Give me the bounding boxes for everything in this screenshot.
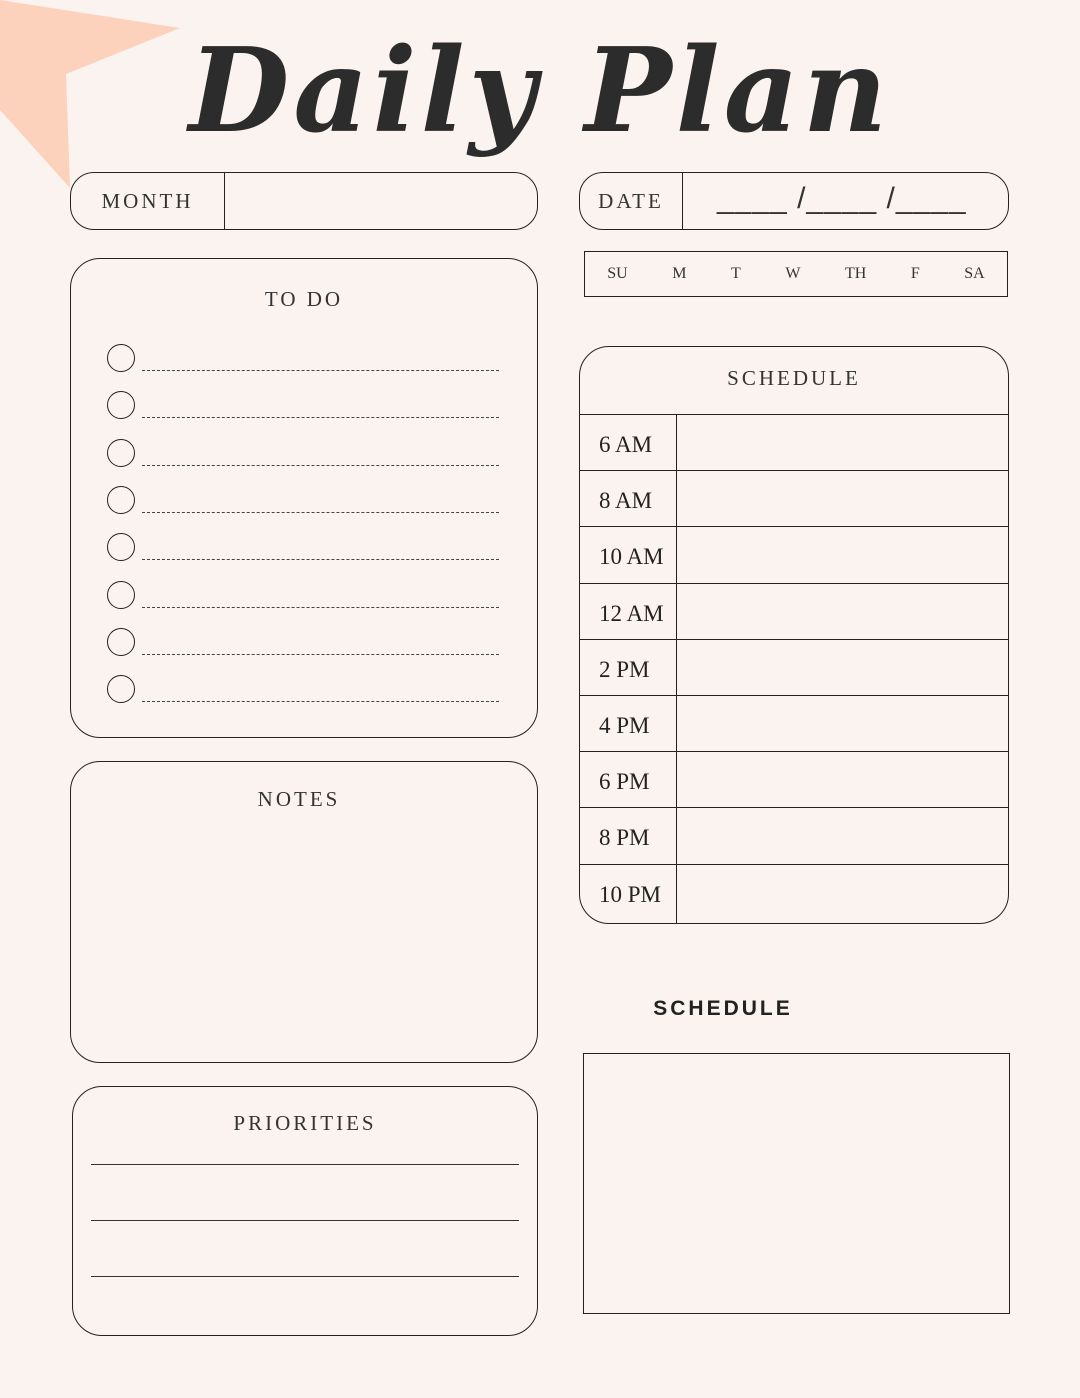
schedule-time-label: 8 AM	[599, 488, 653, 514]
date-label: DATE	[580, 173, 683, 229]
schedule2-title: SCHEDULE	[653, 997, 793, 1020]
priority-line[interactable]	[91, 1164, 519, 1165]
todo-item[interactable]	[107, 533, 499, 567]
notes-box[interactable]	[70, 761, 538, 1063]
schedule-time-label: 4 PM	[599, 713, 650, 738]
schedule-time-label: 6 AM	[599, 432, 653, 457]
todo-line[interactable]	[142, 701, 499, 702]
weekday-t[interactable]: T	[731, 265, 741, 282]
schedule-row[interactable]	[580, 751, 1008, 808]
checkbox-circle-icon[interactable]	[107, 581, 135, 609]
todo-line[interactable]	[142, 654, 499, 655]
checkbox-circle-icon[interactable]	[107, 533, 135, 561]
checkbox-circle-icon[interactable]	[107, 439, 135, 467]
weekday-su[interactable]: SU	[607, 265, 628, 282]
todo-item[interactable]	[107, 581, 499, 615]
todo-line[interactable]	[142, 370, 499, 371]
date-placeholder: ____ /____ /____	[717, 182, 967, 215]
todo-line[interactable]	[142, 465, 499, 466]
weekday-w[interactable]: W	[785, 265, 801, 282]
checkbox-circle-icon[interactable]	[107, 486, 135, 514]
schedule-row[interactable]	[580, 583, 1008, 640]
schedule-table	[579, 346, 1009, 924]
schedule-time-label: 10 AM	[599, 544, 664, 570]
priorities-title: PRIORITIES	[233, 1111, 377, 1135]
priority-line[interactable]	[91, 1276, 519, 1277]
schedule-row[interactable]	[580, 807, 1008, 864]
month-label: MONTH	[71, 173, 225, 229]
schedule2-box[interactable]	[583, 1053, 1010, 1314]
todo-item[interactable]	[107, 391, 499, 425]
schedule-row[interactable]	[580, 864, 1008, 921]
weekday-f[interactable]: F	[910, 265, 920, 282]
todo-item[interactable]	[107, 675, 499, 709]
todo-line[interactable]	[142, 607, 499, 608]
month-field[interactable]	[70, 172, 538, 230]
todo-item[interactable]	[107, 486, 499, 520]
weekday-th[interactable]: TH	[844, 265, 867, 282]
priority-line[interactable]	[91, 1220, 519, 1221]
weekday-m[interactable]: M	[672, 265, 687, 282]
todo-title: TO DO	[264, 287, 344, 311]
todo-item[interactable]	[107, 628, 499, 662]
schedule-row[interactable]	[580, 470, 1008, 527]
schedule-title: SCHEDULE	[727, 366, 861, 390]
page-title: Daily Plan	[188, 23, 892, 159]
checkbox-circle-icon[interactable]	[107, 344, 135, 372]
schedule-row[interactable]	[580, 414, 1008, 471]
checkbox-circle-icon[interactable]	[107, 675, 135, 703]
schedule-time-label: 2 PM	[599, 656, 650, 682]
todo-box	[70, 258, 538, 738]
date-field[interactable]	[579, 172, 1009, 230]
schedule-time-label: 10 PM	[599, 881, 661, 907]
schedule-time-label: 8 PM	[599, 825, 650, 851]
schedule-row[interactable]	[580, 639, 1008, 696]
checkbox-circle-icon[interactable]	[107, 391, 135, 419]
weekday-sa[interactable]: SA	[964, 265, 985, 282]
schedule-time-label: 6 PM	[599, 769, 650, 795]
schedule-row[interactable]	[580, 695, 1008, 752]
todo-item[interactable]	[107, 344, 499, 378]
notes-title: NOTES	[257, 787, 341, 811]
todo-line[interactable]	[142, 559, 499, 560]
priorities-box	[72, 1086, 538, 1336]
schedule-time-label: 12 AM	[599, 600, 664, 626]
schedule-row[interactable]	[580, 526, 1008, 583]
checkbox-circle-icon[interactable]	[107, 628, 135, 656]
todo-item[interactable]	[107, 439, 499, 473]
weekday-selector	[584, 251, 1008, 297]
todo-line[interactable]	[142, 417, 499, 418]
todo-line[interactable]	[142, 512, 499, 513]
